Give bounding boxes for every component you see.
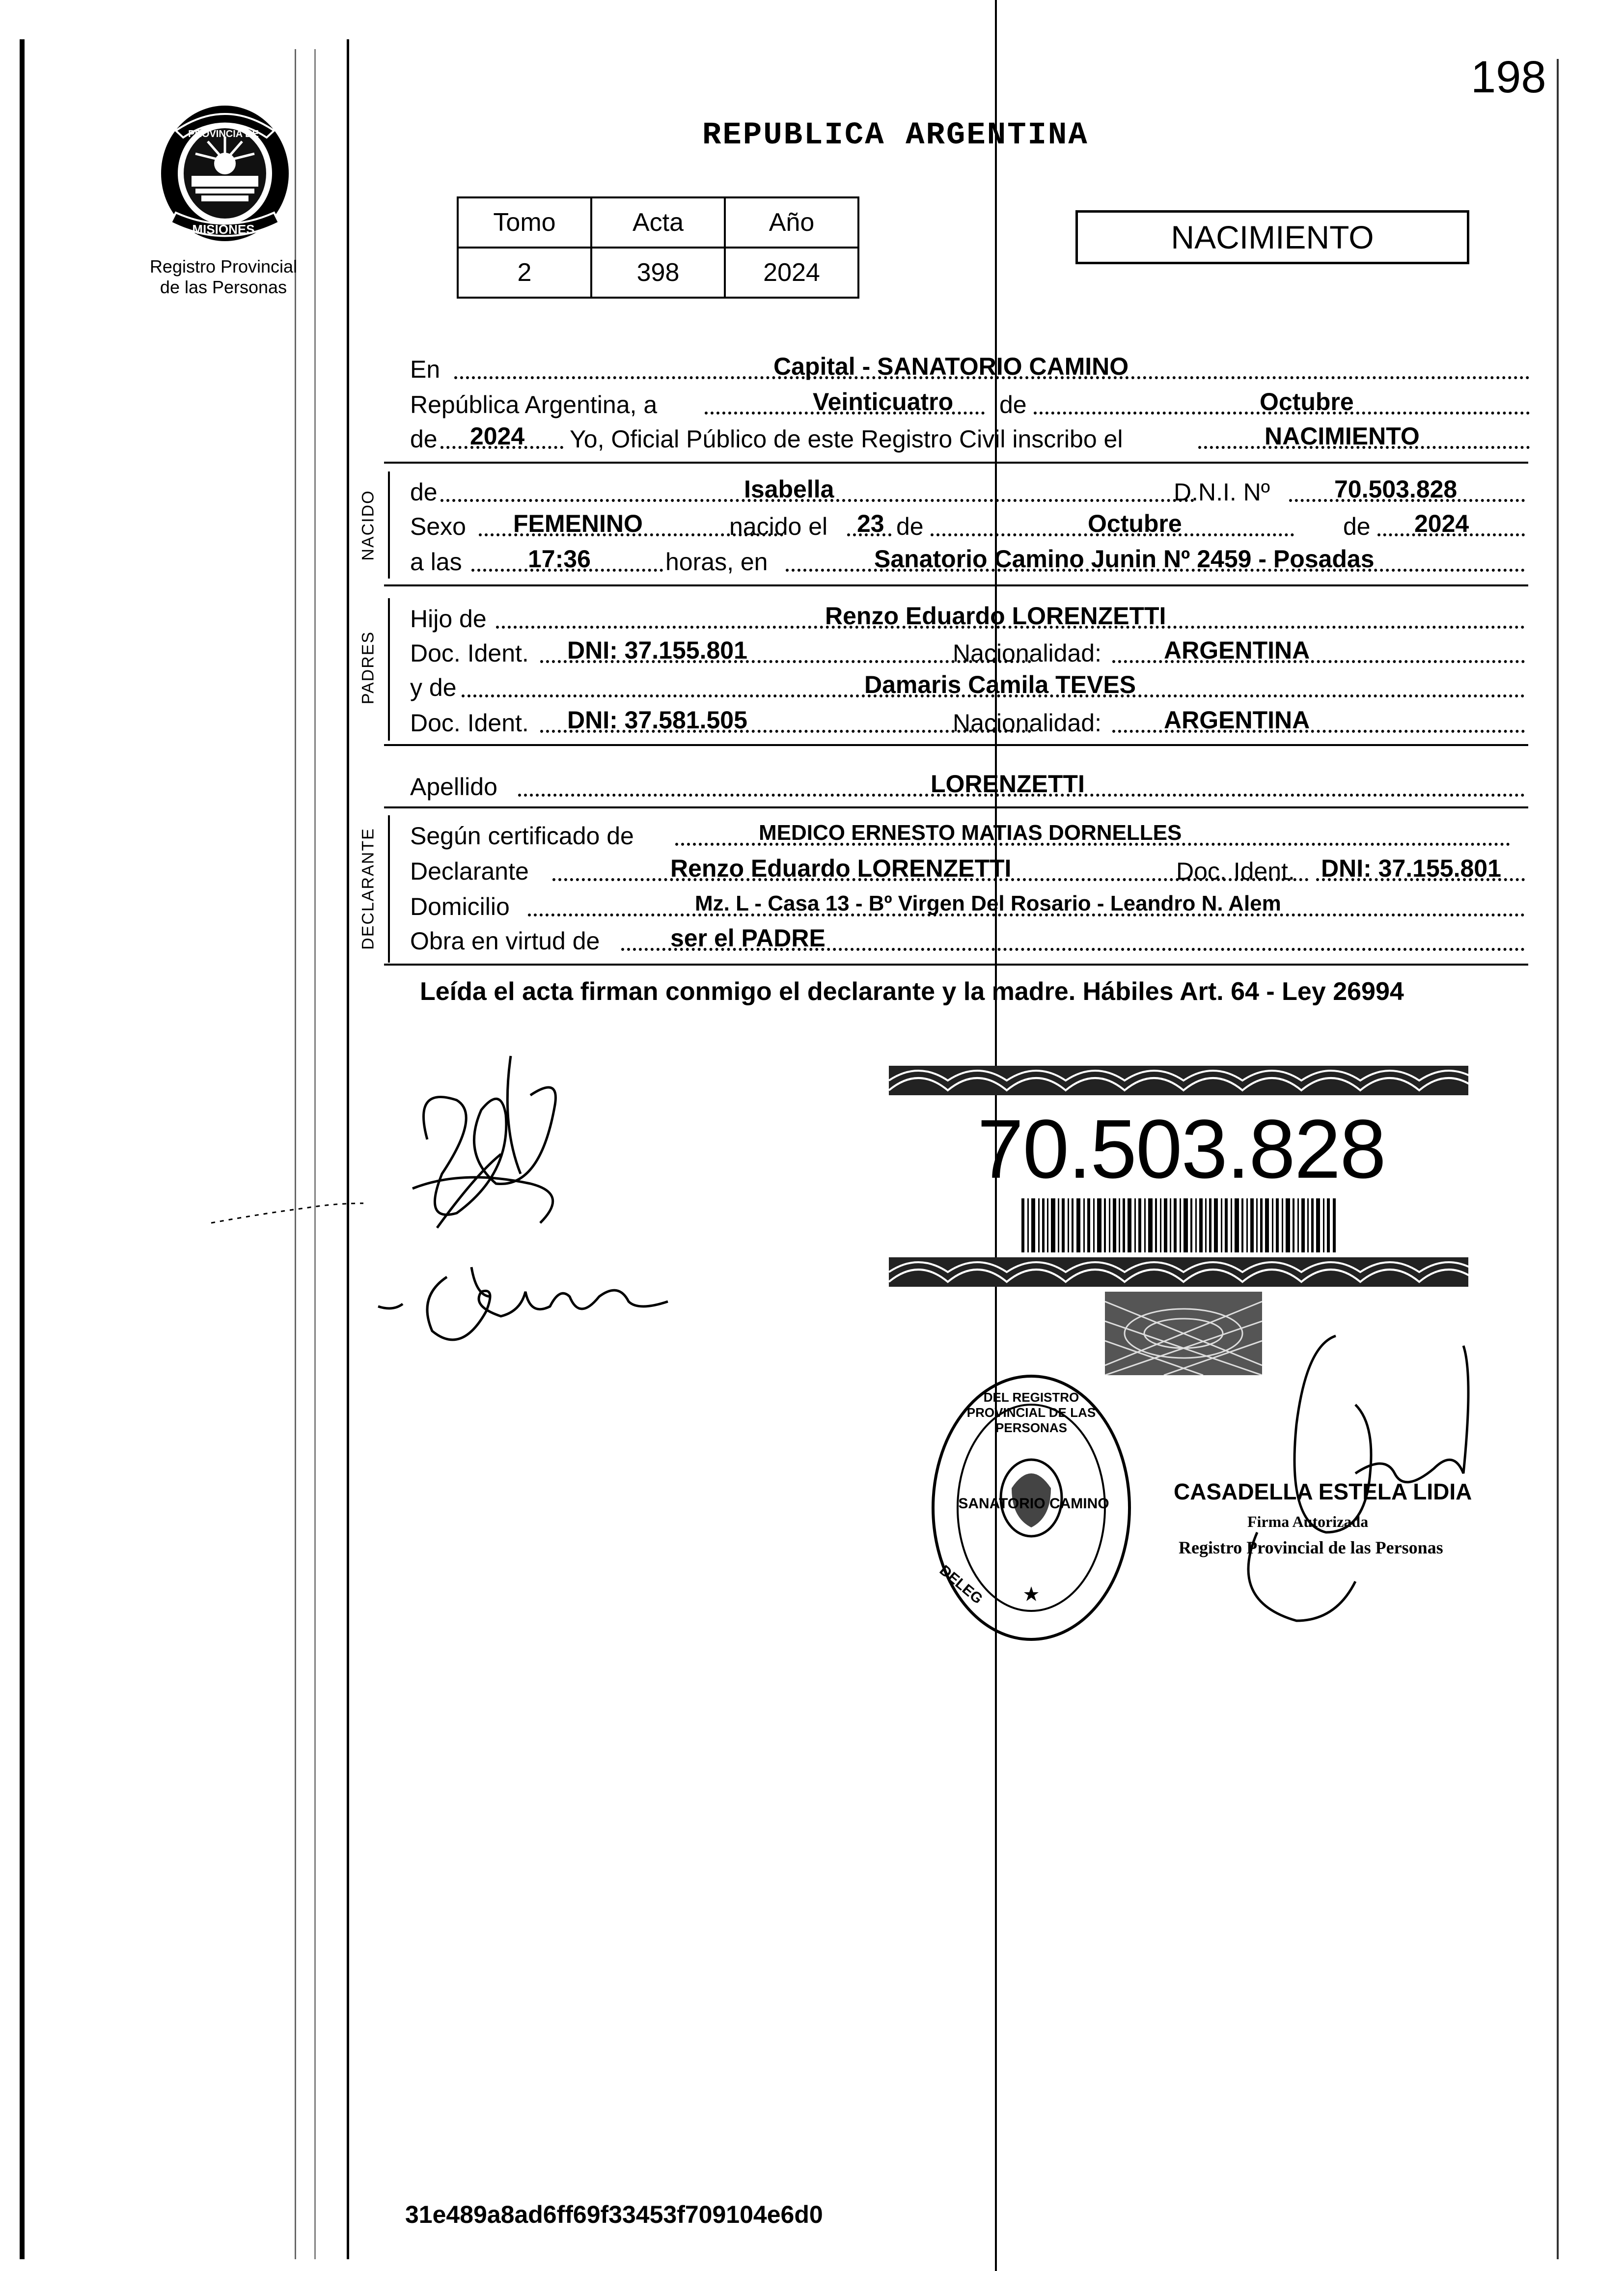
value-birth-month: Octubre (1088, 510, 1182, 537)
logo-text-bottom: MISIONES (192, 222, 255, 237)
dni-sticker-barcode (1021, 1198, 1336, 1252)
dni-sticker-number: 70.503.828 (977, 1103, 1385, 1196)
label-horas-en: horas, en (665, 548, 768, 576)
right-border-line (1557, 59, 1559, 2259)
stamp-inner-text: SANATORIO CAMINO (958, 1496, 1109, 1512)
table-header-anio: Año (725, 197, 858, 248)
side-label-declarante: DECLARANTE (358, 828, 378, 950)
closing-text: Leída el acta firman conmigo el declarante y la madre. Hábiles Art. 64 - Ley 26994 (420, 977, 1404, 1006)
table-value-acta: 398 (591, 248, 725, 298)
label-de: de (410, 478, 438, 506)
section-divider (384, 462, 1528, 464)
value-obra: ser el PADRE (670, 924, 826, 952)
row-father-doc (410, 633, 1525, 668)
label-de-2: de (896, 513, 924, 540)
document-hash: 31e489a8ad6ff69f33453f709104e6d0 (405, 2201, 823, 2228)
row-nacido-name (410, 471, 1525, 507)
label-doc-ident: Doc. Ident. (410, 639, 529, 667)
logo-caption-line1: Registro Provincial (149, 256, 298, 277)
value-month: Octubre (1260, 388, 1354, 415)
stamp-circle-text: DEL REGISTRO PROVINCIAL DE LAS PERSONAS (966, 1390, 1096, 1435)
left-ruling-line-2 (314, 49, 316, 2259)
value-certificado: MEDICO ERNESTO MATIAS DORNELLES (759, 821, 1182, 845)
label-a-las: a las (410, 548, 462, 576)
value-mother-name: Damaris Camila TEVES (864, 671, 1136, 698)
value-birth-day: 23 (857, 510, 884, 537)
section-divider (384, 964, 1528, 966)
row-obra (410, 920, 1525, 956)
label-nacido-el: nacido el (729, 513, 828, 540)
table-value-tomo: 2 (458, 248, 591, 298)
label-hijo-de: Hijo de (410, 605, 487, 633)
value-inscribo: NACIMIENTO (1265, 422, 1420, 450)
label-certificado: Según certificado de (410, 822, 634, 850)
record-type-box: NACIMIENTO (1075, 210, 1469, 264)
official-role: Firma Autorizada (1247, 1513, 1369, 1530)
stray-marks (206, 1193, 368, 1233)
section-divider (384, 806, 1528, 808)
section-divider (384, 744, 1528, 746)
row-declarante (410, 851, 1525, 886)
value-mother-nationality: ARGENTINA (1164, 706, 1310, 734)
side-label-padres: PADRES (358, 631, 378, 705)
value-sexo: FEMENINO (513, 510, 643, 537)
logo-caption (123, 256, 324, 298)
record-table-value-row (458, 248, 858, 298)
label-yo-text: Yo, Oficial Público de este Registro Civil inscribo el (570, 425, 1123, 453)
record-table (457, 196, 859, 299)
nacido-bracket (388, 471, 390, 579)
label-dni: D.N.I. Nº (1174, 478, 1270, 506)
value-mother-doc: DNI: 37.581.505 (567, 706, 747, 734)
label-y-de: y de (410, 674, 457, 701)
value-birth-place: Sanatorio Camino Junin Nº 2459 - Posadas (874, 545, 1375, 573)
row-hijo-de (410, 598, 1525, 634)
declarante-bracket (388, 815, 390, 963)
row-apellido (410, 766, 1525, 802)
label-doc-ident-2: Doc. Ident. (410, 709, 529, 737)
value-time: 17:36 (528, 545, 591, 573)
declarant-signature (383, 1026, 614, 1262)
row-republica (410, 384, 1530, 419)
dni-sticker-top-band (889, 1066, 1468, 1095)
page-number: 198 (1471, 52, 1546, 102)
value-declarante-doc: DNI: 37.155.801 (1321, 855, 1501, 882)
row-year (410, 418, 1530, 454)
value-father-name: Renzo Eduardo LORENZETTI (825, 602, 1166, 630)
table-value-anio: 2024 (725, 248, 858, 298)
padres-bracket (388, 598, 390, 741)
value-year: 2024 (470, 422, 525, 450)
row-y-de (410, 667, 1525, 702)
label-nacionalidad: Nacionalidad: (953, 639, 1101, 667)
value-child-dni: 70.503.828 (1334, 475, 1458, 503)
label-de: de (999, 391, 1027, 418)
dni-sticker-bottom-band (889, 1257, 1468, 1287)
left-scan-border (20, 39, 25, 2259)
official-org: Registro Provincial de las Personas (1179, 1538, 1443, 1557)
stamp-prefix: DELEG (936, 1562, 986, 1607)
row-nacido-sexo (410, 506, 1525, 541)
value-apellido: LORENZETTI (931, 770, 1085, 798)
label-doc-ident-3: Doc. Ident. (1176, 858, 1295, 885)
logo-caption-line2: de las Personas (160, 277, 287, 297)
row-mother-doc (410, 702, 1525, 738)
label-en: En (410, 356, 440, 383)
table-header-acta: Acta (591, 197, 725, 248)
label-domicilio: Domicilio (410, 893, 510, 920)
row-domicilio (410, 886, 1525, 921)
label-apellido: Apellido (410, 773, 497, 801)
value-en: Capital - SANATORIO CAMINO (773, 353, 1129, 380)
value-domicilio: Mz. L - Casa 13 - Bº Virgen Del Rosario - Leandro N. Alem (695, 891, 1281, 915)
official-name: CASADELLA ESTELA LIDIA (1174, 1479, 1472, 1504)
label-de-3: de (1343, 513, 1371, 540)
label-nacionalidad-2: Nacionalidad: (953, 709, 1101, 737)
logo-text-top: PROVINCIA DE (188, 129, 259, 139)
section-divider (384, 584, 1528, 586)
row-en (410, 349, 1530, 384)
value-child-name: Isabella (744, 475, 834, 503)
left-ruling-line (295, 49, 296, 2259)
row-nacido-hora (410, 541, 1525, 577)
label-obra: Obra en virtud de (410, 927, 600, 955)
value-father-nationality: ARGENTINA (1164, 637, 1310, 664)
label-de-prefix: de (410, 425, 438, 453)
label-republica: República Argentina, a (410, 391, 658, 418)
value-birth-year: 2024 (1414, 510, 1469, 537)
side-label-nacido: NACIDO (358, 490, 378, 561)
table-header-tomo: Tomo (458, 197, 591, 248)
label-declarante: Declarante (410, 858, 529, 885)
label-sexo: Sexo (410, 513, 466, 540)
record-table-header-row (458, 197, 858, 248)
value-father-doc: DNI: 37.155.801 (567, 637, 747, 664)
row-certificado (410, 815, 1525, 851)
value-day: Veinticuatro (813, 388, 954, 415)
mother-signature (373, 1238, 678, 1365)
margin-line (347, 39, 349, 2259)
document-title: REPUBLICA ARGENTINA (702, 118, 1089, 153)
value-declarante: Renzo Eduardo LORENZETTI (670, 855, 1012, 882)
